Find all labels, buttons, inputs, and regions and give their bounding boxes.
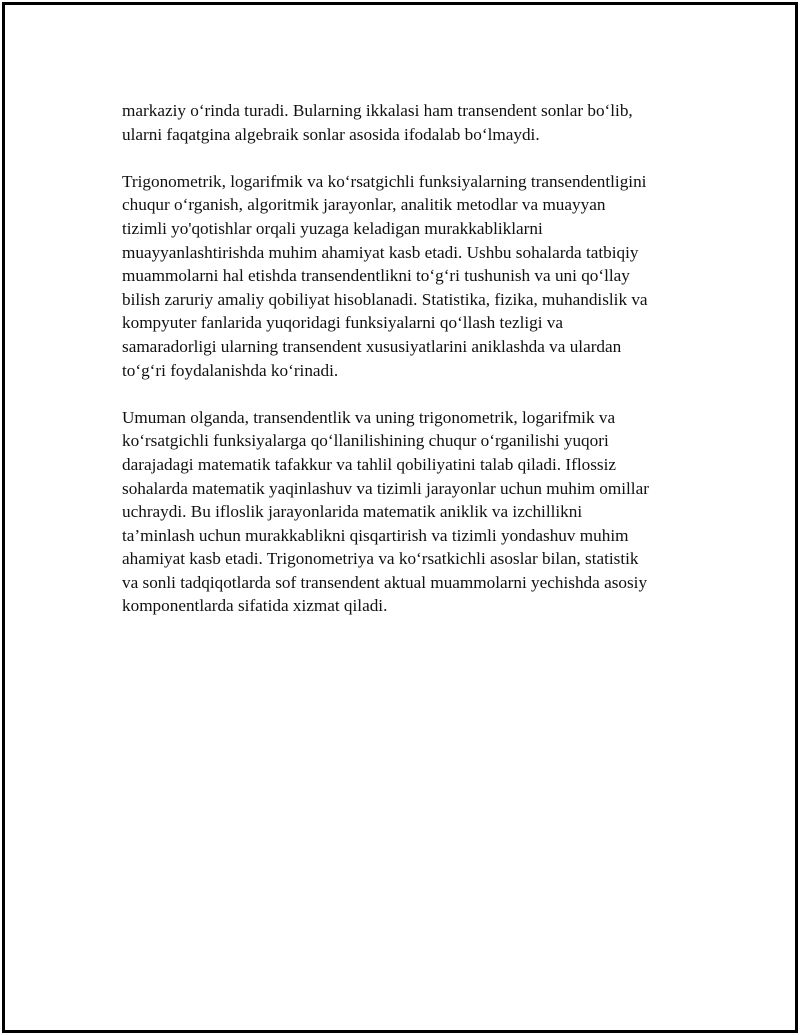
text-line: ularni faqatgina algebraik sonlar asosida ifodalab bo‘lmaydi. [122, 124, 540, 144]
text-line: darajadagi matematik tafakkur va tahlil qobiliyatini talab qiladi. Iflossiz [122, 454, 616, 474]
text-line: Umuman olganda, transendentlik va uning trigonometrik, logarifmik va [122, 407, 616, 427]
text-line: chuqur o‘rganish, algoritmik jarayonlar, analitik metodlar va muayyan [122, 195, 606, 215]
text-line: Trigonometrik, logarifmik va ko‘rsatgichli funksiyalarning transendentligini [122, 171, 647, 191]
text-line: va sonli tadqiqotlarda sof transendent aktual muammolarni yechishda asosiy [122, 572, 648, 592]
text-line: markaziy o‘rinda turadi. Bularning ikkalasi ham transendent sonlar bo‘lib, [122, 101, 633, 120]
document-body [122, 99, 692, 642]
text-line: ahamiyat kasb etadi. Trigonometriya va ko‘rsatkichli asoslar bilan, statistik [122, 549, 639, 569]
paragraph-1 [122, 99, 692, 146]
text-line: komponentlarda sifatida xizmat qiladi. [122, 596, 388, 616]
text-line: kompyuter fanlarida yuqoridagi funksiyalarni qo‘llash tezligi va [122, 313, 564, 333]
text-line: bilish zaruriy amaliy qobiliyat hisoblanadi. Statistika, fizika, muhandislik va [122, 289, 648, 309]
text-line: sohalarda matematik yaqinlashuv va tizimli jarayonlar uchun muhim omillar [122, 478, 649, 498]
text-line: to‘g‘ri foydalanishda ko‘rinadi. [122, 360, 339, 380]
text-line: muammolarni hal etishda transendentlikni to‘g‘ri tushunish va uni qo‘llay [122, 266, 630, 286]
page-frame [2, 2, 798, 1033]
paragraph-3 [122, 406, 692, 618]
text-line: ta’minlash uchun murakkablikni qisqartirish va tizimli yondashuv muhim [122, 525, 629, 545]
text-line: ko‘rsatgichli funksiyalarga qo‘llanilishining chuqur o‘rganilishi yuqori [122, 431, 609, 451]
text-line: uchraydi. Bu ifloslik jarayonlarida matematik aniklik va izchillikni [122, 502, 583, 522]
text-line: tizimli yo'qotishlar orqali yuzaga keladigan murakkabliklarni [122, 218, 543, 238]
paragraph-2 [122, 170, 692, 382]
text-line: samaradorligi ularning transendent xususiyatlarini aniklashda va ulardan [122, 336, 622, 356]
text-line: muayyanlashtirishda muhim ahamiyat kasb etadi. Ushbu sohalarda tatbiqiy [122, 242, 639, 262]
